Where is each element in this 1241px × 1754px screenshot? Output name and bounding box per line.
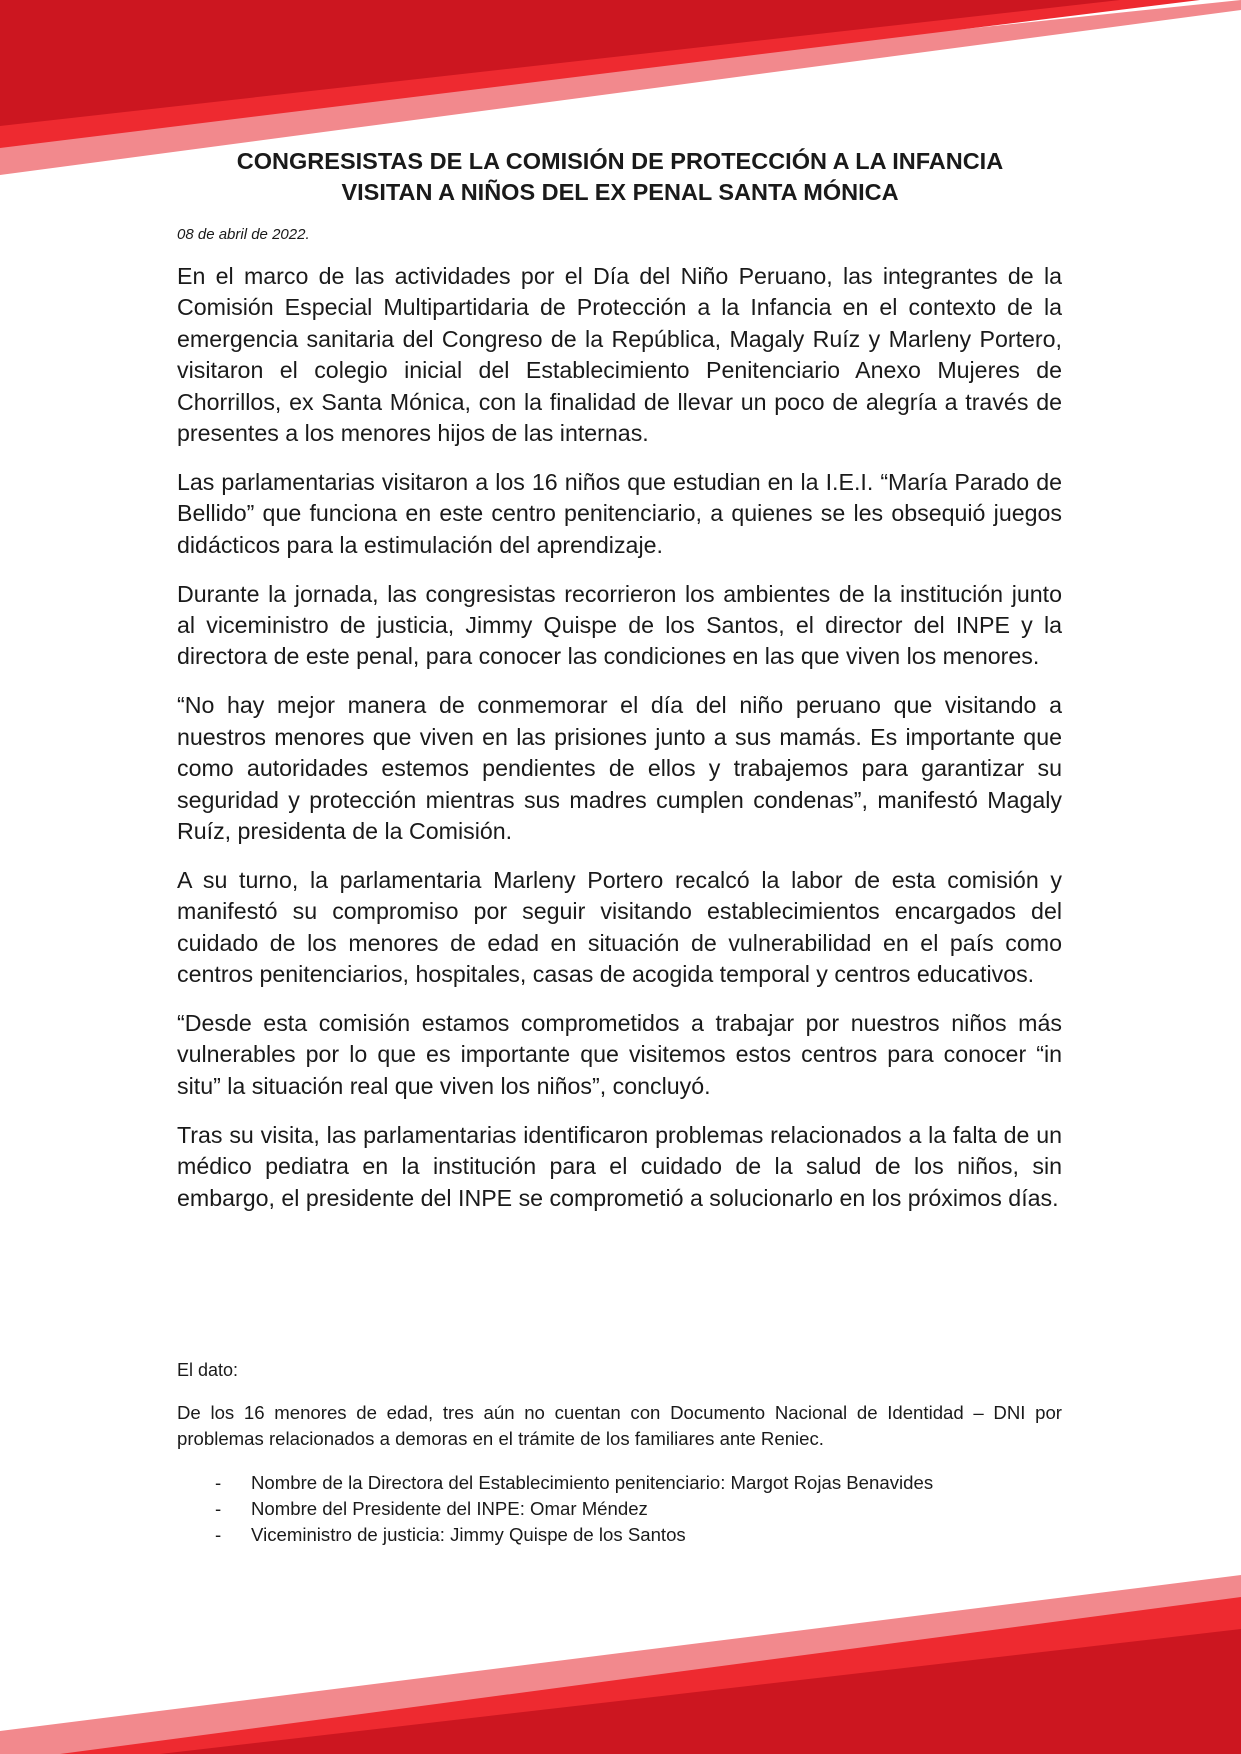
list-item-text: Viceministro de justicia: Jimmy Quispe de los Santos [251,1523,686,1545]
footer-decorative-band [0,1575,1241,1754]
header-band-dark-red-shape [0,0,1120,126]
document-title [150,146,1090,208]
list-item-text: Nombre de la Directora del Establecimiento penitenciario: Margot Rojas Benavides [251,1472,934,1493]
bullet-dash: - [215,1523,222,1545]
article-paragraph: A su turno, la parlamentaria Marleny Portero recalcó la labor de esta comisión y manifestó su compromiso por seguir visitando establecimientos encargados del cuidado de los menores de edad en situación de vulnerabilidad en el país como centros penitenciarios, hospitales, casas de acogida temporal y centros educativos. [177,866,1062,988]
list-item [177,1522,1077,1548]
list-item [177,1470,1077,1496]
dato-text: De los 16 menores de edad, tres aún no cuentan con Documento Nacional de Identidad – DNI por problemas relacionados a demoras en el trámite de los familiares ante Reniec. [177,1402,1062,1449]
list-item-text: Nombre del Presidente del INPE: Omar Méndez [251,1497,648,1519]
publication-date: 08 de abril de 2022. [177,226,310,243]
article-paragraph: Tras su visita, las parlamentarias identificaron problemas relacionados a la falta de un médico pediatra en la institución para el cuidado de la salud de los niños, sin embargo, el presidente del INPE se comprometió a solucionarlo en los próximos días. [177,1121,1062,1211]
bullet-dash: - [215,1497,222,1519]
article-paragraph: “No hay mejor manera de conmemorar el día del niño peruano que visitando a nuestros menores que viven en las prisiones junto a sus mamás. Es importante que como autoridades estemos pendientes de ellos y trabajemos para garantizar su seguridad y protección mientras sus madres cumplen condenas”, manifestó Magaly Ruíz, presidenta de la Comisión. [177,692,1062,844]
dato-bullet-list [177,1470,1077,1547]
article-paragraph: Las parlamentarias visitaron a los 16 niños que estudian en la I.E.I. “María Parado de Bellido” que funciona en este centro penitenciario, a quienes se les obsequió juegos didácticos para la estimulación del aprendizaje. [177,468,1062,558]
list-item [177,1496,1077,1522]
article-paragraph: “Desde esta comisión estamos comprometidos a trabajar por nuestros niños más vulnerables por lo que es importante que visitemos estos centros para conocer “in situ” la situación real que viven los niños”, concluyó. [177,1010,1062,1099]
bullet-dash: - [215,1472,222,1493]
document-title-line-1: CONGRESISTAS DE LA COMISIÓN DE PROTECCIÓN A LA INFANCIA [236,148,1004,174]
dato-label: El dato: [177,1360,239,1380]
article-paragraph: En el marco de las actividades por el Día del Niño Peruano, las integrantes de la Comisión Especial Multipartidaria de Protección a la Infancia en el contexto de la emergencia sanitaria del Congreso de la República, Magaly Ruíz y Marleny Portero, visitaron el colegio inicial del Establecimiento Penitenciario Anexo Mujeres de Chorrillos, ex Santa Mónica, con la finalidad de llevar un poco de alegría a través de presentes a los menores hijos de las internas. [177,263,1062,447]
article-body [177,261,1062,1231]
article-paragraph: Durante la jornada, las congresistas recorrieron los ambientes de la institución junto al viceministro de justicia, Jimmy Quispe de los Santos, el director del INPE y la directora de este penal, para conocer las condiciones en las que viven los menores. [177,580,1062,670]
document-title-line-2: VISITAN A NIÑOS DEL EX PENAL SANTA MÓNICA [341,179,899,205]
